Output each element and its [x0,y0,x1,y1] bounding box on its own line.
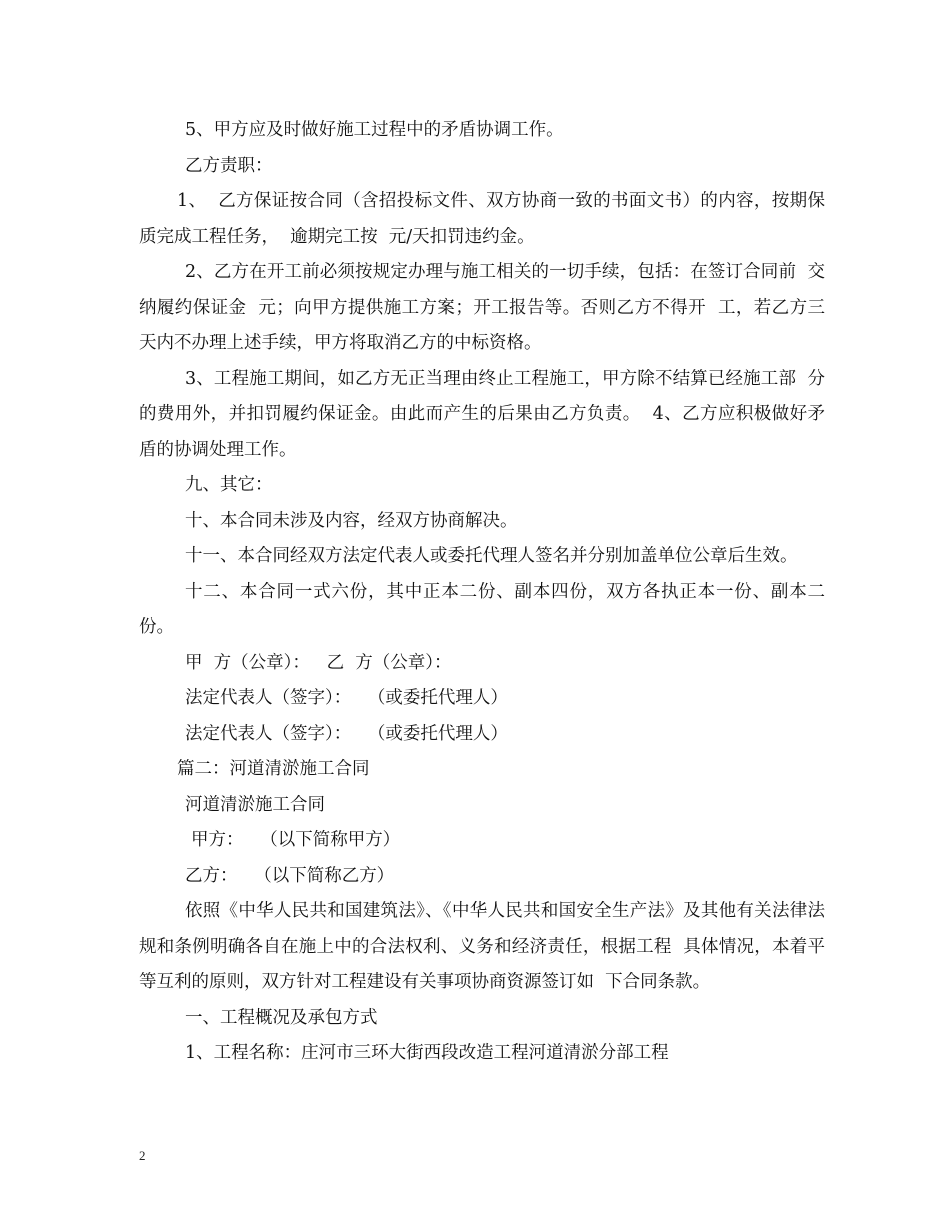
section-heading-part-two: 篇二：河道清淤施工合同 [177,759,370,779]
paragraph-party-b-duty-1: 1、 乙方保证按合同（含招投标文件、双方协商一致的书面文书）的内容，按期保质完成工程任务， 逾期完工按 元/天扣罚违约金。 [139,191,825,247]
signature-seal-line: 甲 方（公章）： 乙 方（公章）： [185,652,452,673]
paragraph-legal-basis: 依照《中华人民共和国建筑法》、《中华人民共和国安全生产法》及其他有关法律法规和条例明确各自在施上中的合法权利、义务和经济责任，根据工程 具体情况，本着平等互利的原则，双方针对工程建设有关事项协商资源签订如 下合同条款。 [139,901,825,992]
paragraph-section-11: 十一、本合同经双方法定代表人或委托代理人签名并分别加盖单位公章后生效。 [185,546,798,566]
heading-party-b-duties: 乙方责职： [185,155,273,176]
page-number: 2 [139,1148,146,1163]
paragraph-section-10: 十、本合同未涉及内容，经双方协商解决。 [185,510,518,531]
contract-title: 河道清淤施工合同 [185,794,325,815]
party-b-line: 乙方： （以下简称乙方） [185,865,395,886]
paragraph-party-b-duty-2: 2、乙方在开工前必须按规定办理与施工相关的一切手续，包括：在签订合同前 交纳履约保证金 元；向甲方提供施工方案；开工报告等。否则乙方不得开 工，若乙方三天内不办理上述手续，甲方将取消乙方的中标资格。 [139,262,825,353]
party-a-line: 甲方： （以下简称甲方） [191,830,401,850]
document-body [139,113,837,1072]
signature-representative-line-2: 法定代表人（签字）： （或委托代理人） [185,723,508,744]
paragraph-party-b-duty-3-4: 3、工程施工期间，如乙方无正当理由终止工程施工，甲方除不结算已经施工部 分的费用外，并扣罚履约保证金。由此而产生的后果由乙方负责。 4、乙方应积极做好矛盾的协调处理工作。 [139,368,825,460]
paragraph-project-name: 1、工程名称：庄河市三环大街西段改造工程河道清淤分部工程 [185,1043,669,1063]
paragraph-section-12: 十二、本合同一式六份，其中正本二份、副本四份，双方各执正本一份、副本二 份。 [139,581,837,637]
signature-representative-line-1: 法定代表人（签字）： （或委托代理人） [185,688,508,708]
heading-section-9-other: 九、其它： [185,475,273,495]
paragraph-party-a-duty-5: 5、甲方应及时做好施工过程中的矛盾协调工作。 [185,120,564,140]
heading-project-overview: 一、工程概况及承包方式 [185,1007,378,1028]
